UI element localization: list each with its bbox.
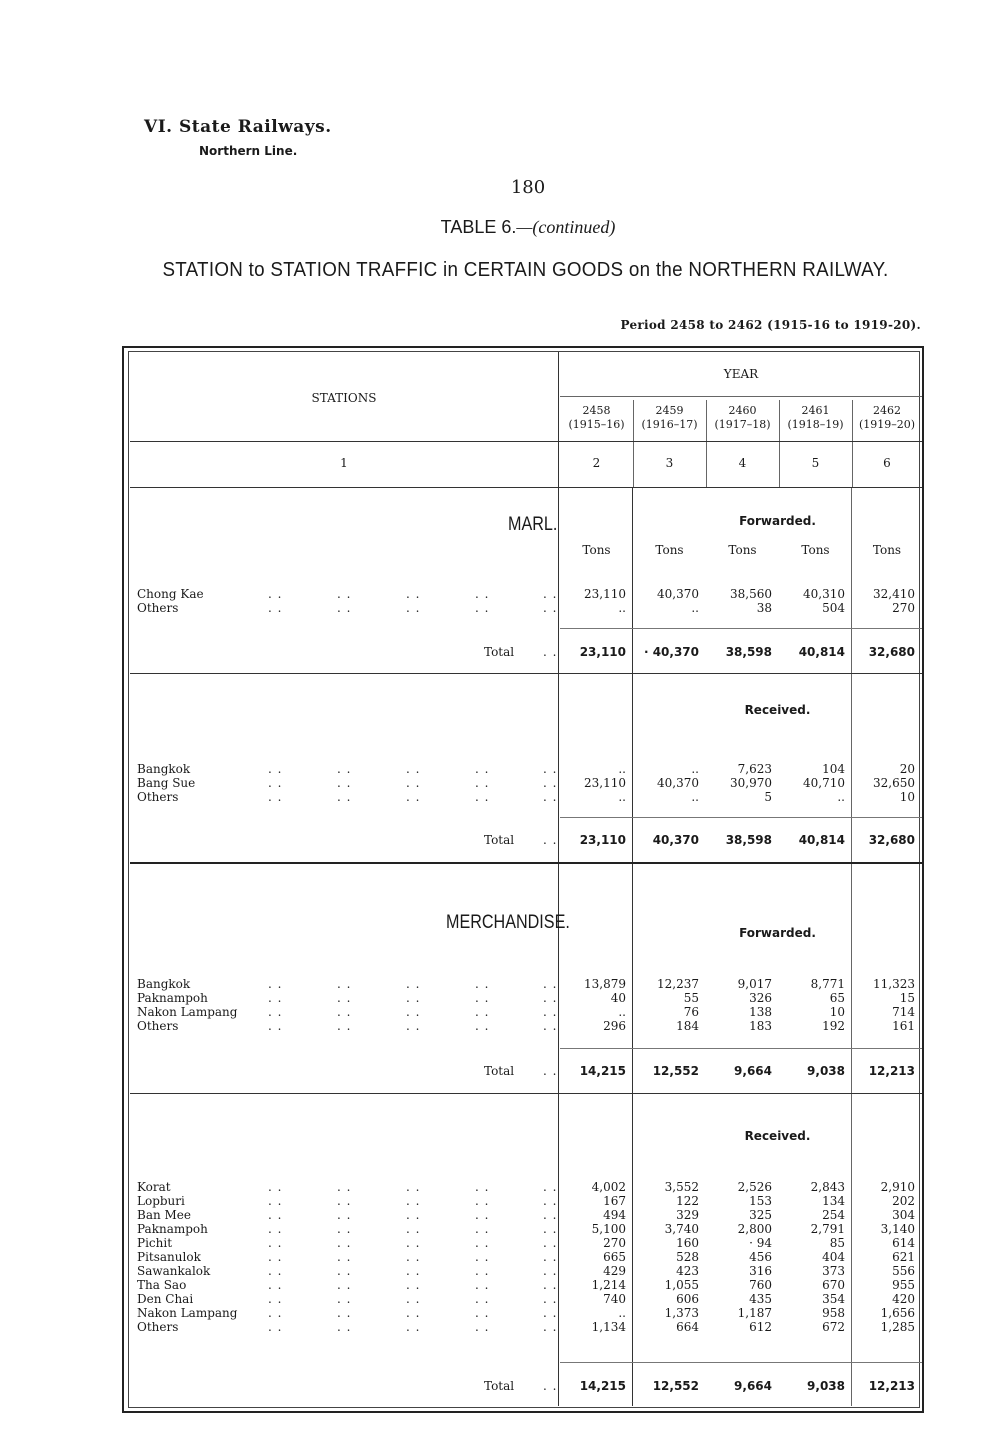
leader-dots: . . xyxy=(268,762,283,776)
table-cell: 23,110 xyxy=(584,776,626,790)
total-cell: 40,814 xyxy=(798,833,845,847)
table-cell: 23,110 xyxy=(584,587,626,601)
leader-dots: . . xyxy=(337,991,352,1005)
table-cell: 958 xyxy=(822,1306,845,1320)
leader-dots: . . xyxy=(406,1005,421,1019)
leader-dots: . . xyxy=(543,1180,558,1194)
station-name: Den Chai xyxy=(137,1292,194,1306)
marl-title: MARL. xyxy=(508,514,558,535)
total-cell: 12,213 xyxy=(868,1064,915,1078)
year-be-label: 2461 xyxy=(801,404,830,417)
leader-dots: . . xyxy=(268,776,283,790)
table-cell: 254 xyxy=(822,1208,845,1222)
leader-dots: . . xyxy=(475,601,490,615)
total-label: Total xyxy=(484,1064,515,1078)
leader-dots: . . xyxy=(268,1306,283,1320)
unit-label: Tons xyxy=(801,543,830,557)
leader-dots: . . xyxy=(406,1208,421,1222)
leader-dots: . . xyxy=(268,1250,283,1264)
table-cell: 5 xyxy=(764,790,772,804)
leader-dots: . . xyxy=(406,991,421,1005)
leader-dots: . . xyxy=(475,1320,490,1334)
leader-dots: . . xyxy=(268,1005,283,1019)
table-label xyxy=(0,217,1001,238)
page-number: 180 xyxy=(510,177,546,198)
leader-dots: . . xyxy=(543,587,558,601)
merchandise-title: MERCHANDISE. xyxy=(446,912,570,933)
table-cell: .. xyxy=(618,601,626,615)
leader-dots: . . xyxy=(543,1222,558,1236)
leader-dots: . . xyxy=(543,762,558,776)
station-name: Pitsanulok xyxy=(137,1250,201,1264)
table-cell: 167 xyxy=(603,1194,626,1208)
leader-dots: . . xyxy=(337,1005,352,1019)
table-cell: 2,800 xyxy=(737,1222,772,1236)
station-name: Chong Kae xyxy=(137,587,204,601)
station-name: Others xyxy=(137,601,179,615)
total-cell: 9,038 xyxy=(807,1379,845,1393)
subtotal-line xyxy=(560,817,922,818)
year-be-label: 2462 xyxy=(873,404,901,417)
stations-header: STATIONS xyxy=(311,391,377,405)
leader-dots: . . xyxy=(475,991,490,1005)
leader-dots: . . xyxy=(406,1320,421,1334)
total-cell: 40,370 xyxy=(652,833,699,847)
table-cell: 160 xyxy=(676,1236,699,1250)
table-cell: .. xyxy=(618,1005,626,1019)
table-cell: 404 xyxy=(822,1250,845,1264)
leader-dots: . . xyxy=(406,1278,421,1292)
leader-dots: . . xyxy=(268,1222,283,1236)
leader-dots: . . xyxy=(268,1208,283,1222)
table-cell: 32,410 xyxy=(873,587,915,601)
leader-dots: . . xyxy=(475,587,490,601)
table-cell: 316 xyxy=(749,1264,772,1278)
total-cell: 12,552 xyxy=(652,1379,699,1393)
leader-dots: . . xyxy=(543,1005,558,1019)
table-cell: 2,843 xyxy=(810,1180,845,1194)
leader-dots: . . xyxy=(543,1379,558,1393)
section-heading: VI. State Railways. xyxy=(144,117,332,137)
leader-dots: . . xyxy=(406,1222,421,1236)
table-cell: 435 xyxy=(749,1292,772,1306)
marl-forwarded-label: Forwarded. xyxy=(739,514,816,528)
leader-dots: . . xyxy=(406,1264,421,1278)
leader-dots: . . xyxy=(406,790,421,804)
leader-dots: . . xyxy=(406,1306,421,1320)
table-cell: 1,285 xyxy=(880,1320,915,1334)
leader-dots: . . xyxy=(475,762,490,776)
table-cell: 3,552 xyxy=(664,1180,699,1194)
table-cell: .. xyxy=(618,1306,626,1320)
total-cell: 12,213 xyxy=(868,1379,915,1393)
leader-dots: . . xyxy=(406,1019,421,1033)
table-cell: 528 xyxy=(676,1250,699,1264)
leader-dots: . . xyxy=(543,1236,558,1250)
leader-dots: . . xyxy=(475,1005,490,1019)
leader-dots: . . xyxy=(543,790,558,804)
leader-dots: . . xyxy=(268,977,283,991)
station-name: Others xyxy=(137,790,179,804)
subtotal-line xyxy=(560,628,922,629)
table-cell: 1,134 xyxy=(591,1320,626,1334)
column-number: 2 xyxy=(592,456,601,470)
leader-dots: . . xyxy=(543,776,558,790)
table-cell: 373 xyxy=(822,1264,845,1278)
table-cell: · 94 xyxy=(749,1236,772,1250)
station-name: Others xyxy=(137,1019,179,1033)
table-cell: 134 xyxy=(822,1194,845,1208)
table-cell: 10 xyxy=(899,790,915,804)
leader-dots: . . xyxy=(543,1320,558,1334)
table-cell: 955 xyxy=(892,1278,915,1292)
table-cell: 153 xyxy=(749,1194,772,1208)
leader-dots: . . xyxy=(337,1194,352,1208)
leader-dots: . . xyxy=(406,1194,421,1208)
table-cell: 5,100 xyxy=(591,1222,626,1236)
table-cell: 40 xyxy=(610,991,626,1005)
section-divider-line xyxy=(130,862,922,864)
total-cell: 32,680 xyxy=(868,645,915,659)
table-cell: 270 xyxy=(892,601,915,615)
leader-dots: . . xyxy=(406,762,421,776)
leader-dots: . . xyxy=(337,1236,352,1250)
leader-dots: . . xyxy=(406,1180,421,1194)
leader-dots: . . xyxy=(543,1292,558,1306)
table-cell: 456 xyxy=(749,1250,772,1264)
table-cell: 8,771 xyxy=(810,977,845,991)
table-cell: .. xyxy=(618,762,626,776)
leader-dots: . . xyxy=(337,762,352,776)
total-cell: 38,598 xyxy=(725,833,772,847)
table-cell: 325 xyxy=(749,1208,772,1222)
station-name: Korat xyxy=(137,1180,171,1194)
table-cell: 184 xyxy=(676,1019,699,1033)
table-cell: 13,879 xyxy=(584,977,626,991)
table-cell: 423 xyxy=(676,1264,699,1278)
leader-dots: . . xyxy=(268,1292,283,1306)
total-cell: 9,664 xyxy=(734,1064,772,1078)
leader-dots: . . xyxy=(475,1306,490,1320)
marl-received-label: Received. xyxy=(744,703,811,717)
leader-dots: . . xyxy=(337,1278,352,1292)
unit-label: Tons xyxy=(655,543,684,557)
table-cell: 420 xyxy=(892,1292,915,1306)
header-divider-line xyxy=(130,441,922,442)
leader-dots: . . xyxy=(406,1250,421,1264)
header-bottom-line xyxy=(130,487,922,488)
leader-dots: . . xyxy=(475,1236,490,1250)
table-cell: 32,650 xyxy=(873,776,915,790)
leader-dots: . . xyxy=(337,1306,352,1320)
leader-dots: . . xyxy=(543,601,558,615)
table-cell: 672 xyxy=(822,1320,845,1334)
table-cell: 326 xyxy=(749,991,772,1005)
unit-label: Tons xyxy=(582,543,611,557)
leader-dots: . . xyxy=(406,587,421,601)
table-number: TABLE 6. xyxy=(440,217,517,237)
table-cell: 40,310 xyxy=(803,587,845,601)
table-cell: 202 xyxy=(892,1194,915,1208)
total-cell: 9,664 xyxy=(734,1379,772,1393)
table-cell: 1,214 xyxy=(591,1278,626,1292)
table-title: STATION to STATION TRAFFIC in CERTAIN GOODS on the NORTHERN RAILWAY. xyxy=(162,259,889,281)
table-cell: 3,140 xyxy=(880,1222,915,1236)
leader-dots: . . xyxy=(406,776,421,790)
table-cell: 556 xyxy=(892,1264,915,1278)
station-name: Nakon Lampang xyxy=(137,1306,238,1320)
leader-dots: . . xyxy=(337,601,352,615)
column-number: 6 xyxy=(883,456,891,470)
leader-dots: . . xyxy=(268,1236,283,1250)
leader-dots: . . xyxy=(543,1064,558,1078)
table-cell: 192 xyxy=(822,1019,845,1033)
table-cell: 7,623 xyxy=(737,762,772,776)
station-name: Pichit xyxy=(137,1236,173,1250)
leader-dots: . . xyxy=(268,1264,283,1278)
table-cell: 614 xyxy=(892,1236,915,1250)
total-cell: 38,598 xyxy=(725,645,772,659)
leader-dots: . . xyxy=(268,1019,283,1033)
table-cell: 504 xyxy=(822,601,845,615)
year-header: YEAR xyxy=(723,367,759,381)
leader-dots: . . xyxy=(475,776,490,790)
table-cell: 138 xyxy=(749,1005,772,1019)
station-name: Paknampoh xyxy=(137,991,208,1005)
leader-dots: . . xyxy=(475,1208,490,1222)
leader-dots: . . xyxy=(543,977,558,991)
column-number: 1 xyxy=(340,456,348,470)
total-cell: 14,215 xyxy=(579,1379,626,1393)
station-name: Others xyxy=(137,1320,179,1334)
leader-dots: . . xyxy=(268,1180,283,1194)
leader-dots: . . xyxy=(543,991,558,1005)
leader-dots: . . xyxy=(337,1180,352,1194)
leader-dots: . . xyxy=(406,601,421,615)
total-cell: 14,215 xyxy=(579,1064,626,1078)
table-cell: 1,187 xyxy=(737,1306,772,1320)
total-cell: 32,680 xyxy=(868,833,915,847)
table-cell: 161 xyxy=(892,1019,915,1033)
merchandise-forwarded-label: Forwarded. xyxy=(739,926,816,940)
column-divider-line xyxy=(851,488,852,1406)
table-cell: 760 xyxy=(749,1278,772,1292)
merchandise-received-label: Received. xyxy=(744,1129,811,1143)
leader-dots: . . xyxy=(475,1222,490,1236)
leader-dots: . . xyxy=(475,790,490,804)
table-cell: 740 xyxy=(603,1292,626,1306)
total-cell: 23,110 xyxy=(579,833,626,847)
table-cell: 621 xyxy=(892,1250,915,1264)
year-ad-label: (1915–16) xyxy=(568,418,625,431)
subtotal-line xyxy=(560,1048,922,1049)
station-name: Bang Sue xyxy=(137,776,196,790)
row-divider-line xyxy=(130,1093,922,1094)
table-cell: 55 xyxy=(683,991,699,1005)
station-name: Bangkok xyxy=(137,762,191,776)
station-name: Ban Mee xyxy=(137,1208,192,1222)
leader-dots: . . xyxy=(337,790,352,804)
table-cell: 1,656 xyxy=(880,1306,915,1320)
table-cell: 38,560 xyxy=(730,587,772,601)
section-subheading: Northern Line. xyxy=(199,144,298,158)
table-cell: 40,710 xyxy=(803,776,845,790)
table-cell: 429 xyxy=(603,1264,626,1278)
station-name: Sawankalok xyxy=(137,1264,211,1278)
table-cell: 670 xyxy=(822,1278,845,1292)
station-name: Tha Sao xyxy=(137,1278,187,1292)
leader-dots: . . xyxy=(268,1320,283,1334)
leader-dots: . . xyxy=(337,977,352,991)
leader-dots: . . xyxy=(475,1194,490,1208)
leader-dots: . . xyxy=(337,1208,352,1222)
total-label: Total xyxy=(484,833,515,847)
year-be-label: 2458 xyxy=(582,404,611,417)
table-cell: 4,002 xyxy=(591,1180,626,1194)
table-cell: 1,055 xyxy=(664,1278,699,1292)
year-ad-label: (1916–17) xyxy=(641,418,698,431)
table-cell: .. xyxy=(691,601,699,615)
table-cell: 606 xyxy=(676,1292,699,1306)
leader-dots: . . xyxy=(406,1236,421,1250)
table-cell: .. xyxy=(837,790,845,804)
table-cell: 40,370 xyxy=(657,587,699,601)
leader-dots: . . xyxy=(543,645,558,659)
year-ad-label: (1919–20) xyxy=(858,418,916,431)
year-be-label: 2459 xyxy=(655,404,684,417)
table-cell: 664 xyxy=(676,1320,699,1334)
total-label: Total xyxy=(484,1379,515,1393)
table-cell: 76 xyxy=(683,1005,699,1019)
leader-dots: . . xyxy=(543,1306,558,1320)
leader-dots: . . xyxy=(337,776,352,790)
table-cell: 714 xyxy=(892,1005,915,1019)
table-cell: 104 xyxy=(822,762,845,776)
table-cell: 612 xyxy=(749,1320,772,1334)
table-cell: 9,017 xyxy=(737,977,772,991)
table-cell: 3,740 xyxy=(664,1222,699,1236)
table-cell: 20 xyxy=(899,762,915,776)
table-cell: 665 xyxy=(603,1250,626,1264)
station-name: Paknampoh xyxy=(137,1222,208,1236)
table-cell: 2,791 xyxy=(810,1222,845,1236)
leader-dots: . . xyxy=(406,1292,421,1306)
leader-dots: . . xyxy=(337,1292,352,1306)
leader-dots: . . xyxy=(543,1019,558,1033)
total-cell: 40,814 xyxy=(798,645,845,659)
table-cell: 65 xyxy=(829,991,845,1005)
year-ad-label: (1918–19) xyxy=(787,418,844,431)
total-label: Total xyxy=(484,645,515,659)
leader-dots: . . xyxy=(337,587,352,601)
leader-dots: . . xyxy=(268,601,283,615)
leader-dots: . . xyxy=(268,1194,283,1208)
leader-dots: . . xyxy=(475,1264,490,1278)
table-cell: .. xyxy=(691,790,699,804)
station-name: Lopburi xyxy=(137,1194,185,1208)
leader-dots: . . xyxy=(268,587,283,601)
leader-dots: . . xyxy=(475,1180,490,1194)
table-cell: 40,370 xyxy=(657,776,699,790)
station-name: Bangkok xyxy=(137,977,191,991)
table-cell: 2,526 xyxy=(737,1180,772,1194)
leader-dots: . . xyxy=(475,1292,490,1306)
unit-label: Tons xyxy=(728,543,757,557)
table-inner-frame xyxy=(128,351,920,1408)
column-number: 3 xyxy=(665,456,674,470)
leader-dots: . . xyxy=(337,1264,352,1278)
year-ad-label: (1917–18) xyxy=(714,418,771,431)
table-cell: 1,373 xyxy=(664,1306,699,1320)
column-number: 4 xyxy=(738,456,747,470)
table-cell: .. xyxy=(618,790,626,804)
leader-dots: . . xyxy=(406,977,421,991)
table-cell: 304 xyxy=(892,1208,915,1222)
total-cell: 23,110 xyxy=(579,645,626,659)
leader-dots: . . xyxy=(543,1194,558,1208)
leader-dots: . . xyxy=(543,1208,558,1222)
table-cell: 30,970 xyxy=(730,776,772,790)
unit-label: Tons xyxy=(872,543,902,557)
station-name: Nakon Lampang xyxy=(137,1005,238,1019)
table-cell: .. xyxy=(691,762,699,776)
period-note: Period 2458 to 2462 (1915-16 to 1919-20). xyxy=(620,318,921,332)
leader-dots: . . xyxy=(337,1019,352,1033)
leader-dots: . . xyxy=(543,833,558,847)
leader-dots: . . xyxy=(475,1019,490,1033)
table-cell: 354 xyxy=(822,1292,845,1306)
leader-dots: . . xyxy=(268,790,283,804)
total-cell: 9,038 xyxy=(807,1064,845,1078)
table-cell: 11,323 xyxy=(873,977,915,991)
leader-dots: . . xyxy=(337,1222,352,1236)
leader-dots: . . xyxy=(337,1250,352,1264)
table-cell: 2,910 xyxy=(880,1180,915,1194)
leader-dots: . . xyxy=(543,1264,558,1278)
table-cell: 296 xyxy=(603,1019,626,1033)
table-continued: —(continued) xyxy=(516,217,616,237)
table-cell: 15 xyxy=(899,991,915,1005)
table-cell: 85 xyxy=(829,1236,845,1250)
leader-dots: . . xyxy=(475,1278,490,1292)
column-number: 5 xyxy=(811,456,820,470)
subtotal-line xyxy=(560,1362,922,1363)
leader-dots: . . xyxy=(475,977,490,991)
leader-dots: . . xyxy=(268,1278,283,1292)
stations-divider-line xyxy=(558,352,559,1406)
leader-dots: . . xyxy=(337,1320,352,1334)
table-cell: 12,237 xyxy=(657,977,699,991)
table-cell: 122 xyxy=(676,1194,699,1208)
leader-dots: . . xyxy=(475,1250,490,1264)
table-cell: 183 xyxy=(749,1019,772,1033)
total-cell: · 40,370 xyxy=(643,645,699,659)
table-cell: 494 xyxy=(603,1208,626,1222)
table-cell: 10 xyxy=(829,1005,845,1019)
year-underline xyxy=(560,396,922,397)
column-divider-line xyxy=(632,488,633,1406)
table-cell: 38 xyxy=(756,601,772,615)
total-cell: 12,552 xyxy=(652,1064,699,1078)
leader-dots: . . xyxy=(268,991,283,1005)
leader-dots: . . xyxy=(543,1250,558,1264)
leader-dots: . . xyxy=(543,1278,558,1292)
year-be-label: 2460 xyxy=(728,404,757,417)
table-cell: 329 xyxy=(676,1208,699,1222)
table-cell: 270 xyxy=(603,1236,626,1250)
row-divider-line xyxy=(130,673,922,674)
